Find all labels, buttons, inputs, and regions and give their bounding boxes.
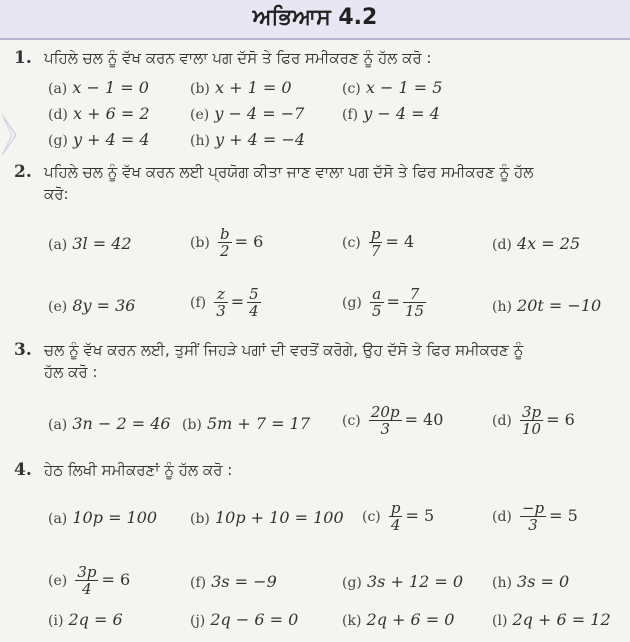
q3-item-c: (c) $\frac{20p}{3}$ = 40 <box>342 403 444 438</box>
q2-item-h: (h) 20t = −10 <box>492 296 602 315</box>
q4-item-f: (f) 3s = −9 <box>190 572 277 591</box>
q2-item-e: (e) 8y = 36 <box>48 296 136 315</box>
q4-item-h: (h) 3s = 0 <box>492 572 570 591</box>
q1-item-c: (c) x − 1 = 5 <box>342 78 443 97</box>
q2-item-b: (b) $\frac{b}{2}$ = 6 <box>190 225 264 260</box>
q3-item-d: (d) $\frac{3p}{10}$ = 6 <box>492 403 575 438</box>
q4-item-g: (g) 3s + 12 = 0 <box>342 572 464 591</box>
q4-item-c: (c) $\frac{p}{4}$ = 5 <box>362 499 435 534</box>
q4-item-k: (k) 2q + 6 = 0 <box>342 610 455 629</box>
question-4-number: 4. <box>14 460 32 480</box>
question-4-text: ਹੇਠ ਲਿਖੀ ਸਮੀਕਰਣਾਂ ਨੂੰ ਹੱਲ ਕਰੋ : <box>44 461 233 479</box>
q4-item-d: (d) $\frac{-p}{3}$ = 5 <box>492 499 578 534</box>
question-1-number: 1. <box>14 48 32 68</box>
q1-item-g: (g) y + 4 = 4 <box>48 130 150 149</box>
q1-item-h: (h) y + 4 = −4 <box>190 130 306 149</box>
question-3-text-line2: ਹੱਲ ਕਰੋ : <box>44 363 98 381</box>
q3-item-b: (b) 5m + 7 = 17 <box>182 414 311 433</box>
q2-item-d: (d) 4x = 25 <box>492 234 581 253</box>
q1-item-f: (f) y − 4 = 4 <box>342 104 440 123</box>
q2-item-c: (c) $\frac{p}{7}$ = 4 <box>342 225 415 260</box>
q1-item-d: (d) x + 6 = 2 <box>48 104 150 123</box>
q4-item-e: (e) $\frac{3p}{4}$ = 6 <box>48 563 131 598</box>
q3-item-a: (a) 3n − 2 = 46 <box>48 414 171 433</box>
q2-item-g: (g) $\frac{a}{5}$ = $\frac{7}{15}$ <box>342 285 425 320</box>
q1-item-e: (e) y − 4 = −7 <box>190 104 305 123</box>
question-3-number: 3. <box>14 340 32 360</box>
exercise-title: ਅਭਿਆਸ 4.2 <box>252 5 378 30</box>
folded-page-decoration <box>0 105 22 165</box>
question-2-text-line1: ਪਹਿਲੇ ਚਲ ਨੂੰ ਵੱਖ ਕਰਨ ਲਈ ਪ੍ਰਯੋਗ ਕੀਤਾ ਜਾਣ ਵਾਲਾ ਪਗ ਦੱਸੋ ਤੇ ਫਿਰ ਸਮੀਕਰਣ ਨੂੰ ਹੱਲ <box>44 163 534 181</box>
q4-item-b: (b) 10p + 10 = 100 <box>190 508 344 527</box>
question-2-number: 2. <box>14 162 32 182</box>
q4-item-i: (i) 2q = 6 <box>48 610 123 629</box>
q2-item-a: (a) 3l = 42 <box>48 234 132 253</box>
question-2-text-line2: ਕਰੋ: <box>44 185 69 203</box>
q4-item-a: (a) 10p = 100 <box>48 508 158 527</box>
q1-item-a: (a) x − 1 = 0 <box>48 78 149 97</box>
q4-item-j: (j) 2q − 6 = 0 <box>190 610 299 629</box>
q4-item-l: (l) 2q + 6 = 12 <box>492 610 611 629</box>
question-1-text: ਪਹਿਲੇ ਚਲ ਨੂੰ ਵੱਖ ਕਰਨ ਵਾਲਾ ਪਗ ਦੱਸੋ ਤੇ ਫਿਰ ਸਮੀਕਰਣ ਨੂੰ ਹੱਲ ਕਰੋ : <box>44 49 432 67</box>
q2-item-f: (f) $\frac{z}{3}$ = $\frac{5}{4}$ <box>190 285 259 320</box>
q1-item-b: (b) x + 1 = 0 <box>190 78 292 97</box>
question-3-text-line1: ਚਲ ਨੂੰ ਵੱਖ ਕਰਨ ਲਈ, ਤੁਸੀਂ ਜਿਹੜੇ ਪਗਾਂ ਦੀ ਵਰਤੋਂ ਕਰੋਗੇ, ਉਹ ਦੱਸੋ ਤੇ ਫਿਰ ਸਮੀਕਰਣ ਨੂੰ <box>44 341 524 359</box>
